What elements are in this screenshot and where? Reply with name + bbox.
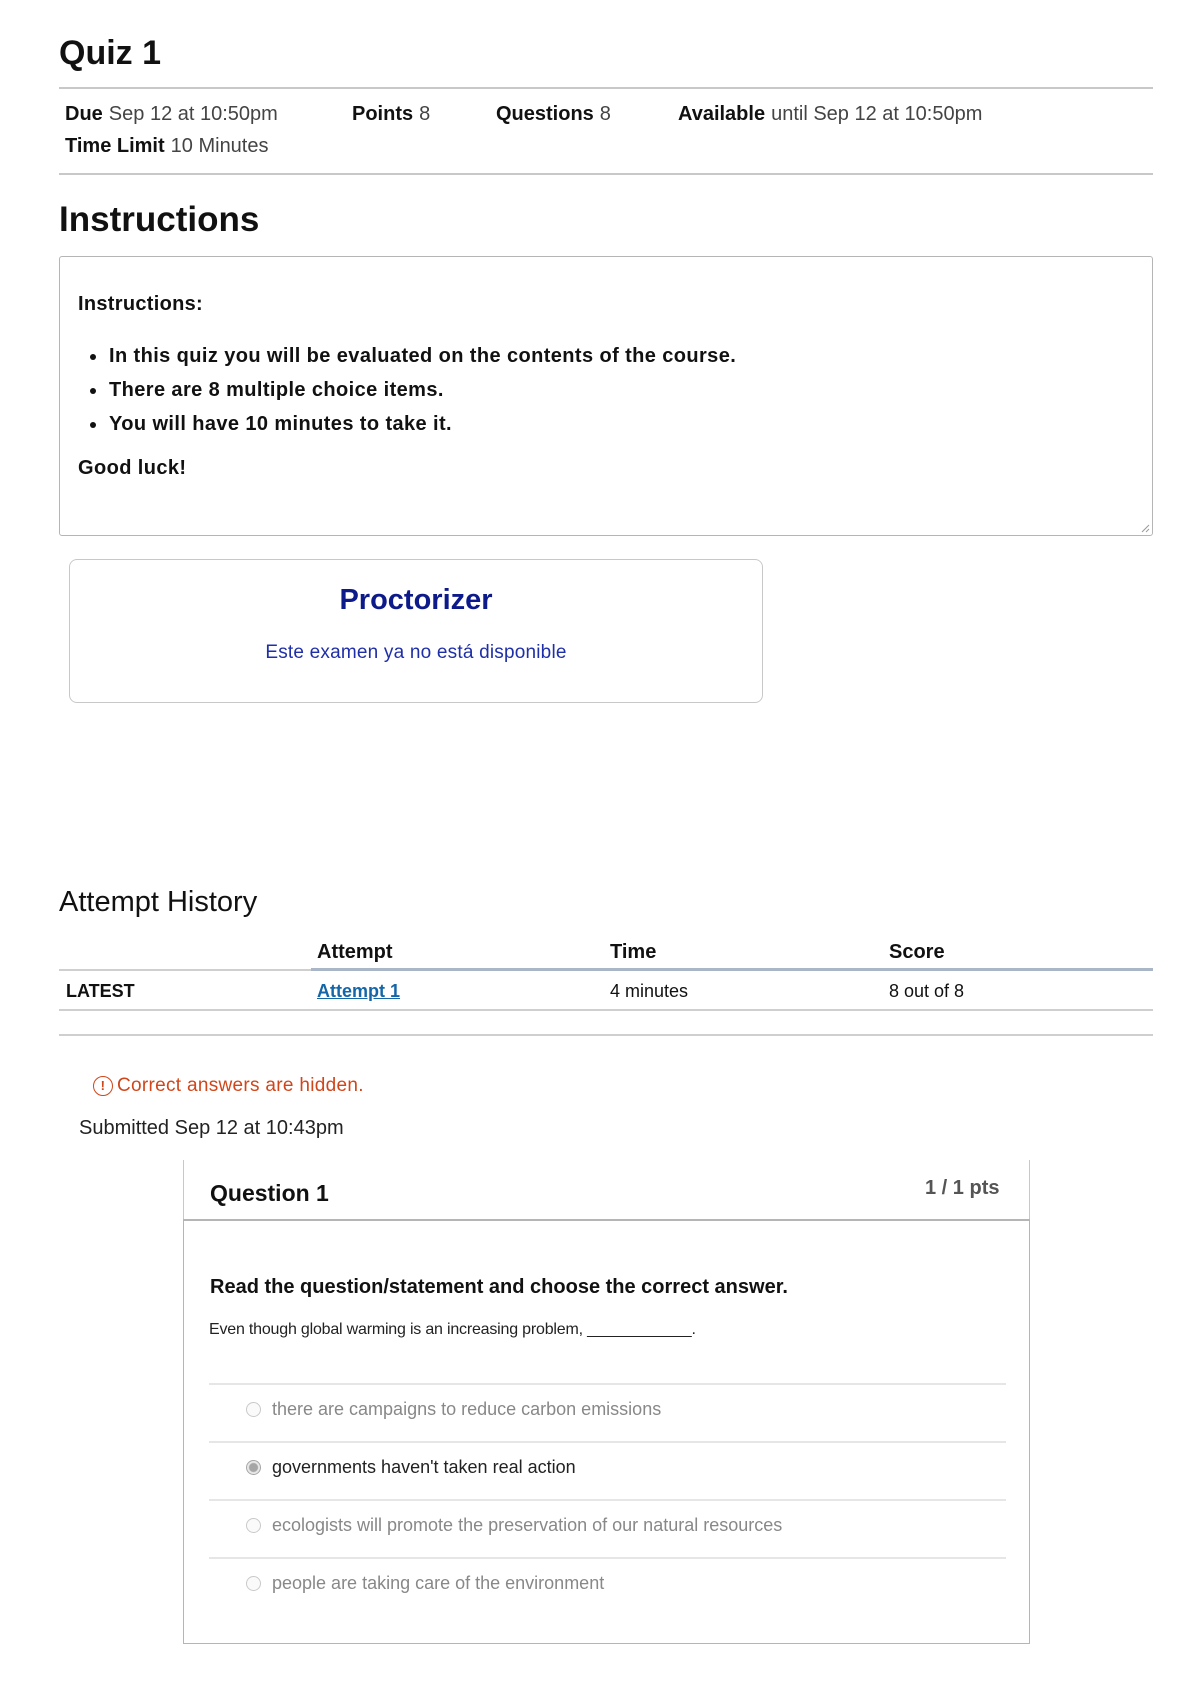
list-item: In this quiz you will be evaluated on the contents of the course. bbox=[78, 339, 736, 373]
table-row-divider bbox=[59, 1009, 1153, 1011]
proctorizer-message: Este examen ya no está disponible bbox=[265, 642, 567, 663]
answer-option-selected[interactable] bbox=[246, 1457, 576, 1478]
answer-option[interactable] bbox=[246, 1399, 661, 1420]
section-divider bbox=[59, 1034, 1153, 1036]
answer-option[interactable] bbox=[246, 1515, 782, 1536]
available-label: Available bbox=[678, 103, 766, 125]
radio-icon[interactable] bbox=[246, 1402, 261, 1417]
correct-answers-hidden-notice bbox=[93, 1075, 364, 1097]
answer-divider bbox=[209, 1441, 1006, 1443]
question-title: Question 1 bbox=[210, 1180, 329, 1206]
page-title: Quiz 1 bbox=[59, 34, 162, 72]
due-value: Sep 12 at 10:50pm bbox=[108, 103, 278, 125]
list-item: You will have 10 minutes to take it. bbox=[78, 407, 736, 441]
latest-tag: LATEST bbox=[66, 981, 135, 1001]
column-header-time: Time bbox=[610, 941, 657, 963]
instructions-box[interactable] bbox=[59, 256, 1153, 536]
list-item: There are 8 multiple choice items. bbox=[78, 373, 736, 407]
time-limit-meta bbox=[65, 135, 269, 158]
proctorizer-panel bbox=[69, 559, 763, 703]
questions-meta bbox=[496, 103, 611, 126]
available-value: until Sep 12 at 10:50pm bbox=[771, 103, 983, 125]
time-limit-label: Time Limit bbox=[65, 135, 165, 157]
questions-value: 8 bbox=[599, 103, 611, 125]
instructions-list bbox=[78, 339, 736, 441]
questions-label: Questions bbox=[496, 103, 594, 125]
instructions-label: Instructions: bbox=[78, 293, 204, 315]
question-points: 1 / 1 pts bbox=[925, 1177, 1000, 1199]
answer-divider bbox=[209, 1499, 1006, 1501]
warning-icon: ! bbox=[93, 1076, 113, 1096]
radio-icon[interactable] bbox=[246, 1518, 261, 1533]
proctorizer-title: Proctorizer bbox=[339, 584, 493, 616]
answer-option[interactable] bbox=[246, 1573, 604, 1594]
available-meta bbox=[678, 103, 982, 126]
title-divider bbox=[59, 87, 1153, 89]
time-limit-value: 10 Minutes bbox=[170, 135, 269, 157]
radio-icon[interactable] bbox=[246, 1576, 261, 1591]
question-body bbox=[183, 1220, 1030, 1644]
column-header-score: Score bbox=[889, 941, 945, 963]
due-label: Due bbox=[65, 103, 103, 125]
points-meta bbox=[352, 103, 430, 126]
table-header-divider bbox=[59, 969, 311, 971]
attempt-1-link[interactable]: Attempt 1 bbox=[317, 981, 401, 1001]
answer-divider bbox=[209, 1557, 1006, 1559]
table-header-divider bbox=[311, 968, 1153, 971]
answer-text: governments haven't taken real action bbox=[272, 1457, 576, 1477]
points-label: Points bbox=[352, 103, 414, 125]
question-card-border bbox=[1029, 1160, 1030, 1220]
answer-text: people are taking care of the environment bbox=[272, 1573, 605, 1593]
answer-divider bbox=[209, 1383, 1006, 1385]
resize-handle-icon[interactable] bbox=[1140, 523, 1150, 533]
points-value: 8 bbox=[419, 103, 431, 125]
notice-text: Correct answers are hidden. bbox=[117, 1075, 364, 1096]
answer-text: ecologists will promote the preservation of our natural resources bbox=[272, 1515, 783, 1535]
answer-text: there are campaigns to reduce carbon emissions bbox=[272, 1399, 662, 1419]
attempt-time: 4 minutes bbox=[610, 981, 689, 1001]
meta-divider bbox=[59, 173, 1153, 175]
question-card-border bbox=[183, 1160, 184, 1220]
submitted-timestamp: Submitted Sep 12 at 10:43pm bbox=[79, 1117, 344, 1139]
radio-checked-icon[interactable] bbox=[246, 1460, 261, 1475]
column-header-attempt: Attempt bbox=[317, 941, 393, 963]
due-meta bbox=[65, 103, 278, 126]
attempt-score: 8 out of 8 bbox=[889, 981, 965, 1001]
question-text: Even though global warming is an increasing problem, ____________. bbox=[209, 1321, 696, 1338]
instructions-heading: Instructions bbox=[59, 200, 260, 239]
instructions-closing: Good luck! bbox=[78, 457, 187, 479]
attempt-history-heading: Attempt History bbox=[59, 886, 258, 918]
question-instruction: Read the question/statement and choose the correct answer. bbox=[210, 1276, 788, 1298]
